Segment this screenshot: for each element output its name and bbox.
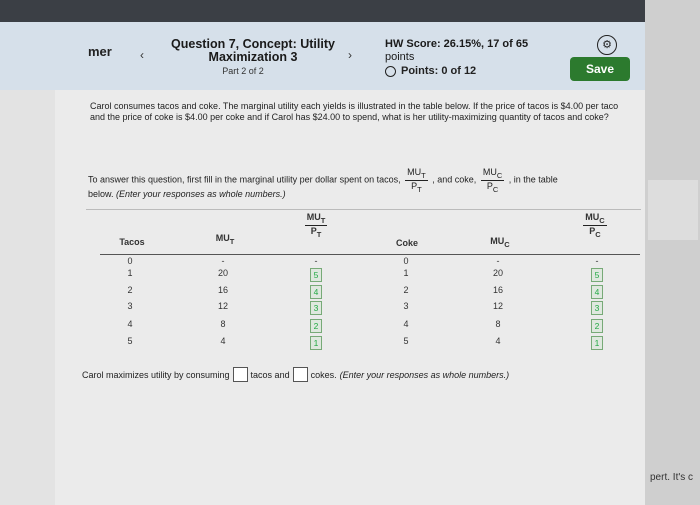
points-text: Points: 0 of 12 bbox=[401, 65, 477, 77]
instruction-line2-plain: below. bbox=[88, 189, 114, 199]
mut-cell: 20 bbox=[217, 268, 228, 278]
mu-c-over-p-c-fraction bbox=[481, 167, 504, 194]
frac-t-den: P bbox=[411, 180, 418, 191]
left-edge-panel bbox=[0, 22, 55, 505]
frac-t-num-sub: T bbox=[421, 170, 426, 180]
browser-top-strip bbox=[0, 0, 700, 22]
mut-cell: - bbox=[221, 256, 225, 266]
muc-per-dollar-cell[interactable] bbox=[589, 301, 605, 315]
instruction-part2: , and coke, bbox=[432, 174, 477, 185]
mut-per-dollar-cell-input[interactable]: 2 bbox=[310, 319, 322, 333]
question-title: Question 7, Concept: Utility Maximization 3 bbox=[171, 37, 335, 64]
gear-icon[interactable]: ⚙ bbox=[597, 35, 617, 55]
frac-t-num: MU bbox=[407, 167, 422, 177]
mut-per-dollar-cell[interactable] bbox=[308, 268, 324, 282]
hw-score-text: HW Score: 26.15%, 17 of 65 bbox=[385, 38, 529, 50]
coke-cell: 4 bbox=[403, 319, 409, 329]
mut-per-dollar-cell[interactable] bbox=[308, 319, 324, 333]
tacos-cell: 0 bbox=[127, 256, 133, 266]
frac-c-den-sub: C bbox=[492, 184, 499, 194]
tacos-answer-input[interactable] bbox=[233, 367, 248, 382]
right-side-panel bbox=[645, 0, 700, 505]
muc-cell: 4 bbox=[495, 336, 501, 346]
table-header-line bbox=[100, 254, 640, 255]
mucp-num-sub: C bbox=[599, 215, 605, 225]
muc-per-dollar-header bbox=[575, 212, 615, 239]
tacos-cell: 2 bbox=[127, 285, 133, 295]
mucp-den: P bbox=[589, 225, 596, 236]
muc-per-dollar-cell[interactable] bbox=[589, 285, 605, 299]
instruction-part1: To answer this question, first fill in the marginal utility per dollar spent on tacos, bbox=[88, 174, 401, 185]
coke-cell: 5 bbox=[403, 336, 409, 346]
muc-per-dollar-cell[interactable] bbox=[589, 268, 605, 282]
muc-header-sub: C bbox=[504, 239, 510, 249]
mut-header-sub: T bbox=[229, 236, 235, 246]
hw-score-points-word: points bbox=[385, 51, 415, 63]
coke-cell: 3 bbox=[403, 301, 409, 311]
mut-per-dollar-cell-input[interactable]: 5 bbox=[310, 268, 322, 282]
mut-cell: 12 bbox=[217, 301, 228, 311]
coke-header: Coke bbox=[395, 238, 418, 248]
muc-per-dollar-cell-input[interactable]: 4 bbox=[591, 285, 603, 299]
answer-note: (Enter your responses as whole numbers.) bbox=[339, 369, 510, 380]
previous-question-button[interactable]: ‹ bbox=[140, 48, 144, 62]
instruction-line-2 bbox=[88, 189, 286, 199]
coke-cell: 2 bbox=[403, 285, 409, 295]
tacos-cell: 4 bbox=[127, 319, 133, 329]
mucp-den-sub: C bbox=[595, 229, 601, 239]
mutp-num-sub: T bbox=[320, 215, 326, 225]
tacos-cell: 5 bbox=[127, 336, 133, 346]
next-question-button[interactable]: › bbox=[348, 48, 352, 62]
instruction-line2-italic: (Enter your responses as whole numbers.) bbox=[116, 189, 286, 199]
save-button[interactable]: Save bbox=[570, 57, 630, 81]
muc-per-dollar-cell-input[interactable]: 1 bbox=[591, 336, 603, 350]
points-circle-icon bbox=[385, 66, 396, 77]
question-part: Part 2 of 2 bbox=[222, 66, 264, 76]
mut-cell: 4 bbox=[220, 336, 226, 346]
mut-per-dollar-cell[interactable] bbox=[308, 336, 324, 350]
mut-cell: 8 bbox=[220, 319, 226, 329]
question-body bbox=[55, 90, 645, 505]
answer-sentence bbox=[82, 367, 509, 382]
muc-header bbox=[480, 236, 520, 249]
mu-t-over-p-t-fraction bbox=[405, 167, 428, 194]
muc-cell: 8 bbox=[495, 319, 501, 329]
muc-per-dollar-cell[interactable] bbox=[589, 336, 605, 350]
coke-cell: 0 bbox=[403, 256, 409, 266]
mutp-num: MU bbox=[306, 212, 321, 222]
tacos-header: Tacos bbox=[119, 237, 145, 247]
problem-text: Carol consumes tacos and coke. The marginal utility each yields is illustrated in the table below. If the price of tacos is $4.00 per taco and the price of coke is $4.00 per coke and if Carol has $24.00 to spend, what is her utility-maximizing quantity of tacos and coke? bbox=[90, 101, 619, 122]
mut-per-dollar-cell: - bbox=[314, 256, 318, 266]
answer-lead: Carol maximizes utility by consuming bbox=[82, 369, 230, 380]
frac-c-num: MU bbox=[482, 167, 497, 177]
muc-per-dollar-cell: - bbox=[595, 256, 599, 266]
muc-per-dollar-cell[interactable] bbox=[589, 319, 605, 333]
right-panel-preview bbox=[648, 180, 698, 240]
cokes-answer-input[interactable] bbox=[293, 367, 308, 382]
muc-cell: 20 bbox=[492, 268, 503, 278]
hw-score bbox=[385, 38, 528, 64]
answer-mid: tacos and bbox=[250, 369, 290, 380]
muc-cell: 16 bbox=[492, 285, 503, 295]
mut-per-dollar-header bbox=[296, 212, 336, 239]
mut-per-dollar-cell-input[interactable]: 3 bbox=[310, 301, 322, 315]
mut-header-main: MU bbox=[215, 233, 230, 243]
tacos-cell: 1 bbox=[127, 268, 133, 278]
muc-per-dollar-cell-input[interactable]: 3 bbox=[591, 301, 603, 315]
points-display bbox=[385, 65, 476, 77]
mut-header bbox=[205, 233, 245, 246]
muc-cell: - bbox=[496, 256, 500, 266]
mut-per-dollar-cell-input[interactable]: 4 bbox=[310, 285, 322, 299]
table-top-divider bbox=[86, 209, 641, 210]
side-label: mer bbox=[88, 44, 112, 59]
tacos-cell: 3 bbox=[127, 301, 133, 311]
mut-per-dollar-cell[interactable] bbox=[308, 285, 324, 299]
muc-header-main: MU bbox=[490, 236, 505, 246]
muc-per-dollar-cell-input[interactable]: 2 bbox=[591, 319, 603, 333]
mut-cell: 16 bbox=[217, 285, 228, 295]
mut-per-dollar-cell[interactable] bbox=[308, 301, 324, 315]
muc-per-dollar-cell-input[interactable]: 5 bbox=[591, 268, 603, 282]
coke-cell: 1 bbox=[403, 268, 409, 278]
mutp-den-sub: T bbox=[316, 229, 322, 239]
mut-per-dollar-cell-input[interactable]: 1 bbox=[310, 336, 322, 350]
right-edge-text: pert. It's c bbox=[650, 472, 694, 483]
frac-c-den: P bbox=[486, 180, 493, 191]
frac-c-num-sub: C bbox=[496, 170, 503, 180]
muc-cell: 12 bbox=[492, 301, 503, 311]
answer-tail: cokes. bbox=[310, 369, 337, 380]
frac-t-den-sub: T bbox=[417, 184, 422, 194]
instruction-part3: , in the table bbox=[508, 174, 558, 185]
mutp-den: P bbox=[310, 225, 317, 236]
mucp-num: MU bbox=[585, 212, 600, 222]
